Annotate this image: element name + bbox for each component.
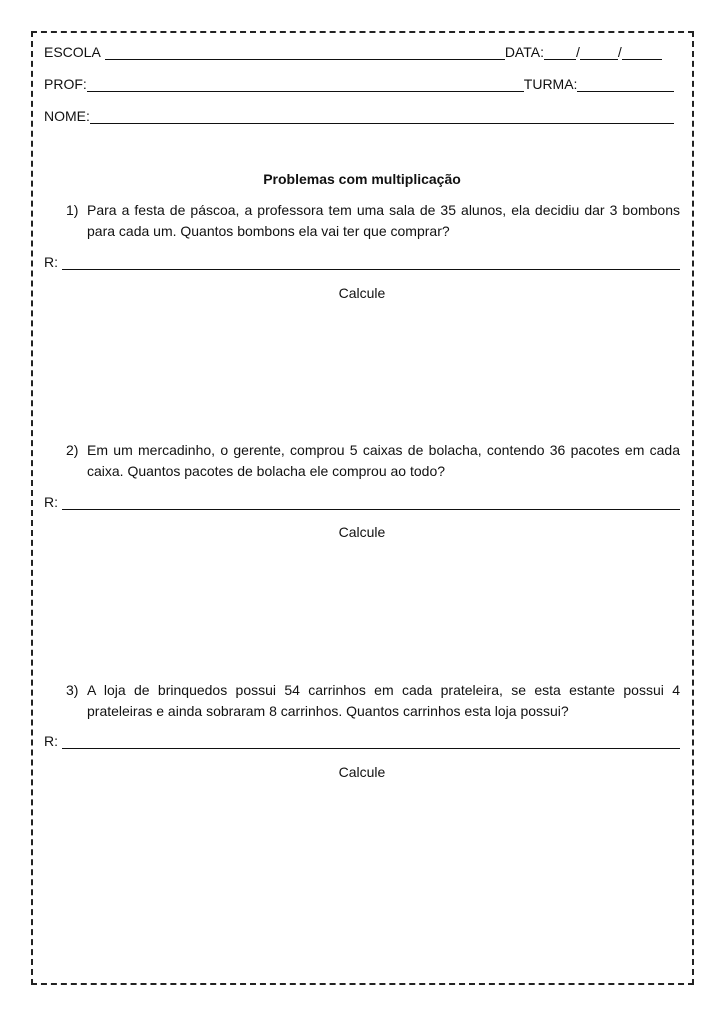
- header-prof-row: [44, 76, 680, 92]
- answer-line-3[interactable]: [44, 733, 680, 749]
- date-separator-1: /: [575, 44, 580, 60]
- answer-rule[interactable]: [62, 257, 680, 270]
- prof-label: PROF:: [44, 76, 87, 92]
- answer-rule[interactable]: [62, 497, 680, 510]
- worksheet-title: Problemas com multiplicação: [263, 171, 461, 187]
- answer-label: R:: [44, 733, 58, 749]
- question-1: [66, 200, 680, 242]
- nome-field[interactable]: [90, 111, 674, 124]
- date-separator-2: /: [617, 44, 622, 60]
- calc-label-2: Calcule: [338, 524, 386, 540]
- calc-label-3: Calcule: [338, 764, 386, 780]
- question-2: [66, 440, 680, 482]
- escola-field[interactable]: [105, 47, 505, 60]
- escola-label: ESCOLA: [44, 44, 101, 60]
- header-nome-row: [44, 108, 680, 124]
- question-number: 1): [66, 202, 79, 218]
- answer-line-1[interactable]: [44, 254, 680, 270]
- data-label: DATA:: [504, 44, 544, 60]
- answer-rule[interactable]: [62, 736, 680, 749]
- question-number: 3): [66, 682, 79, 698]
- answer-line-2[interactable]: [44, 494, 680, 510]
- answer-label: R:: [44, 494, 58, 510]
- turma-field[interactable]: [577, 79, 674, 92]
- turma-label: TURMA:: [523, 76, 578, 92]
- date-month-field[interactable]: [580, 47, 618, 60]
- nome-label: NOME:: [44, 108, 90, 124]
- header-escola-row: [44, 44, 680, 60]
- answer-label: R:: [44, 254, 58, 270]
- question-text: Em um mercadinho, o gerente, comprou 5 caixas de bolacha, contendo 36 pacotes em cada caixa. Quantos pacotes de bolacha ele comprou ao todo?: [87, 442, 680, 479]
- date-year-field[interactable]: [622, 47, 662, 60]
- question-3: [66, 680, 680, 722]
- prof-field[interactable]: [87, 79, 524, 92]
- date-day-field[interactable]: [544, 47, 576, 60]
- calc-label-1: Calcule: [338, 285, 386, 301]
- question-text: Para a festa de páscoa, a professora tem uma sala de 35 alunos, ela decidiu dar 3 bombons para cada um. Quantos bombons ela vai ter que comprar?: [87, 202, 680, 239]
- question-number: 2): [66, 442, 79, 458]
- question-text: A loja de brinquedos possui 54 carrinhos em cada prateleira, se esta estante possui 4 prateleiras e ainda sobraram 8 carrinhos. Quantos carrinhos esta loja possui?: [87, 682, 680, 719]
